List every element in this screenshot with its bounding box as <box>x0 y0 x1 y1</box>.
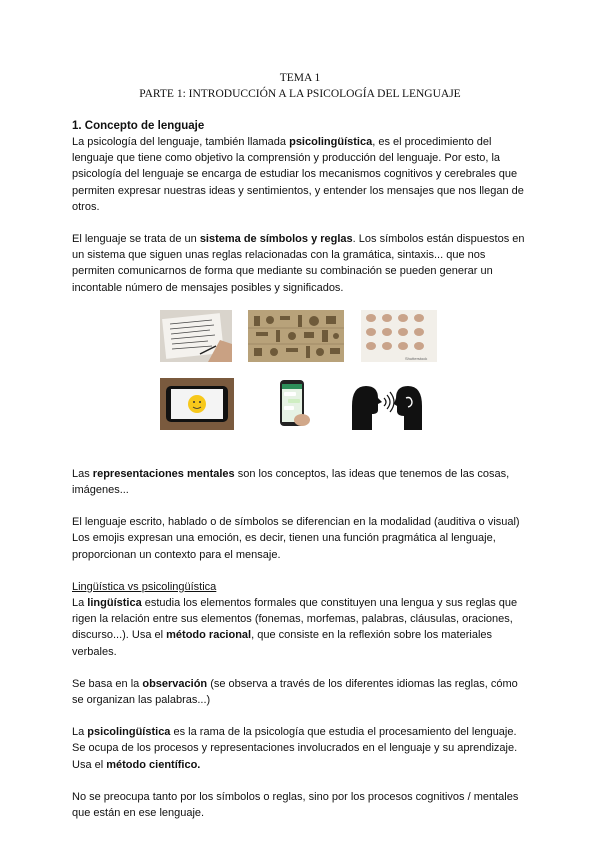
image-collage <box>72 310 528 452</box>
sign-language-image <box>361 310 437 362</box>
tema-heading: TEMA 1 <box>279 72 321 84</box>
messaging-phone-image <box>272 378 312 430</box>
paragraph-representaciones: Las representaciones mentales son los conceptos, las ideas que tenemos de las cosas, imágenes... <box>72 467 510 497</box>
paragraph-linguistica: La lingüística estudia los elementos formales que constituyen una lengua y sus reglas que rigen la relación entre sus elementos (fonemas, morfemas, palabras, cláusulas, oraciones, discurso...). Usa el método racional, que consiste en la reflexión sobre los materiales verbales. <box>72 597 518 658</box>
paragraph-psicologia: La psicología del lenguaje, también llamada psicolingüística, es el procedimiento del lenguaje que tiene como objetivo la comprensión y producción del lenguaje. Por esto, la psicología del lenguaje se encarga de estudiar los mecanismos cognitivos y cerebrales que permiten expresar nuestras ideas y sentimientos, y entender los mensajes que nos llegan de otros. <box>72 136 524 213</box>
document-page <box>72 70 528 821</box>
subtitle-linguistica: Lingüística vs psicolingüística <box>72 580 217 593</box>
paragraph-observacion: Se basa en la observación (se observa a través de los diferentes idiomas las reglas, cómo se organizan las palabras...) <box>72 677 518 707</box>
document-header <box>72 70 528 102</box>
paragraph-psicolinguistica: La psicolingüística es la rama de la psicología que estudia el procesamiento del lenguaje. Se ocupa de los procesos y representaciones involucrados en el lenguaje y su aprendizaje. Usa el método científico. <box>72 726 518 771</box>
phone-emoji-image <box>160 378 234 430</box>
sign-caption: Shutterstock <box>405 355 428 361</box>
paragraph-modalidad: El lenguaje escrito, hablado o de símbolos se diferencian en la modalidad (auditiva o visual) Los emojis expresan una emoción, es decir, tienen una función pragmática al lenguaje, proporcionan un contexto para el mensaje. <box>72 516 520 561</box>
speaking-listening-image <box>350 378 424 430</box>
paragraph-procesos: No se preocupa tanto por los símbolos o reglas, sino por los procesos cognitivos / mentales que están en ese lenguaje. <box>72 790 519 820</box>
parte-heading: PARTE 1: INTRODUCCIÓN A LA PSICOLOGÍA DEL LENGUAJE <box>139 88 461 100</box>
section-title: 1. Concepto de lenguaje <box>72 120 205 132</box>
hieroglyphs-image <box>248 310 344 362</box>
paragraph-sistema: El lenguaje se trata de un sistema de símbolos y reglas. Los símbolos están dispuestos en un sistema que siguen unas reglas relacionadas con la gramática, sintaxis... que nos permiten comunicarnos de forma que mediante su combinación se pueden generar un incontable número de mensajes posibles y significados. <box>72 233 525 294</box>
handwriting-image <box>160 310 232 362</box>
